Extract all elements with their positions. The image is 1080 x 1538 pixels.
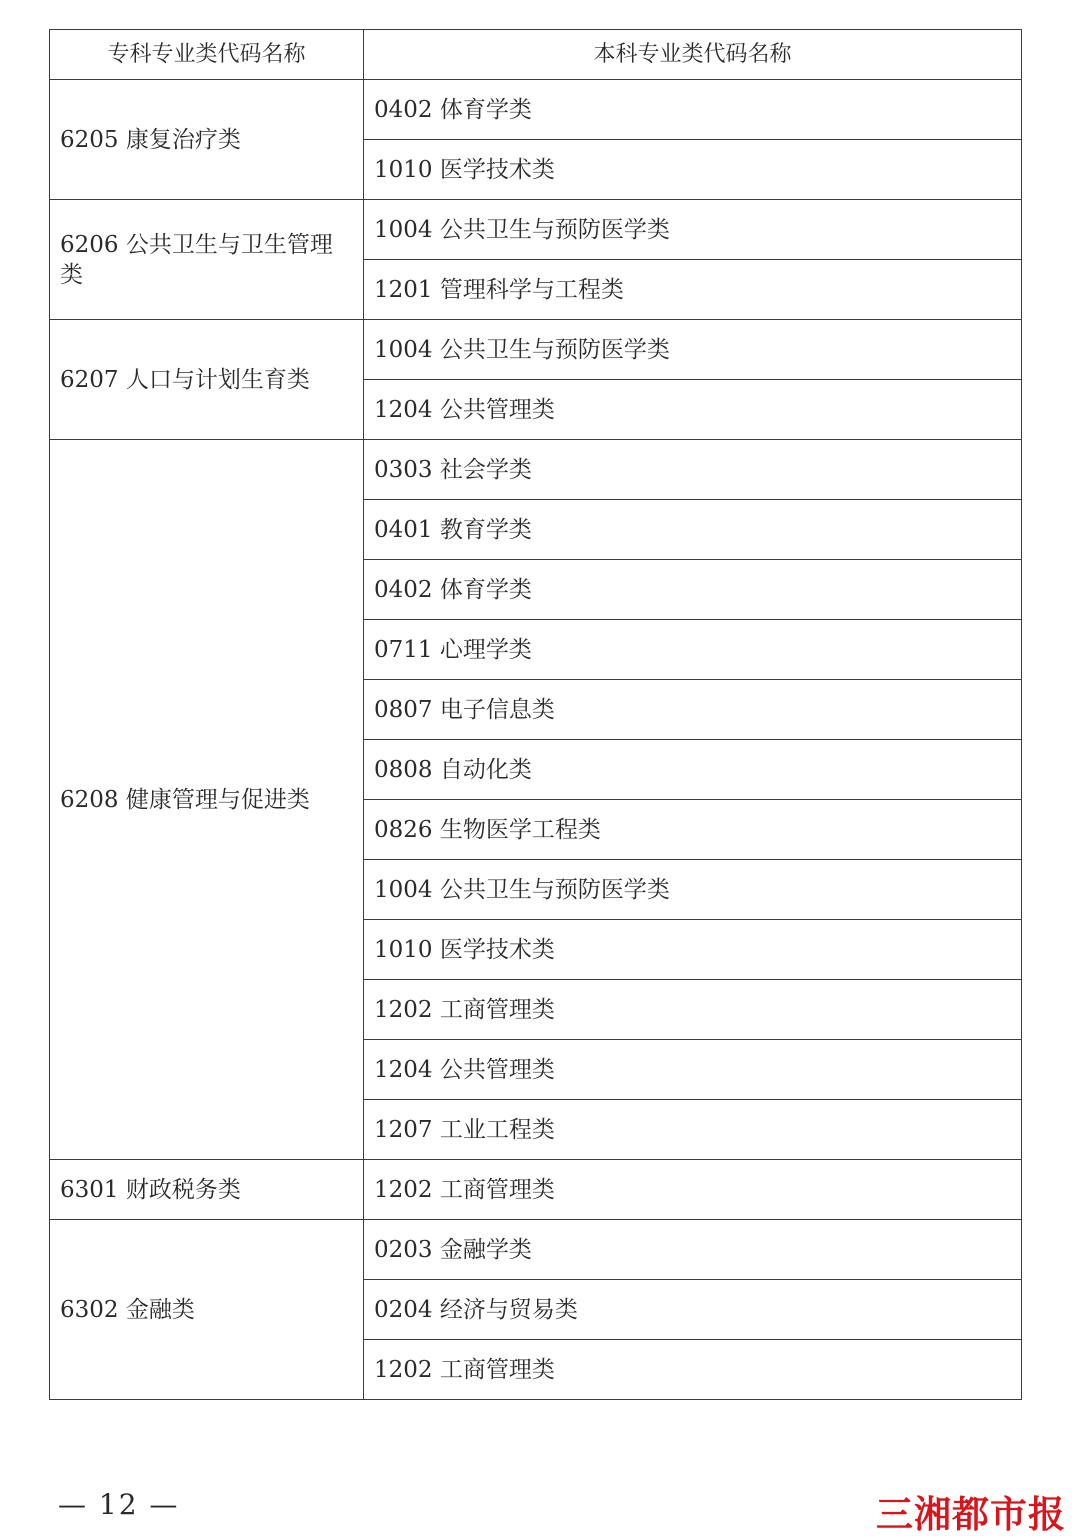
- undergraduate-major-cell: 0808 自动化类: [364, 740, 1022, 800]
- page-number: — 12 —: [58, 1488, 180, 1521]
- table-body: [50, 80, 1022, 1400]
- table-header-row: [50, 30, 1022, 80]
- table-row: [50, 200, 1022, 260]
- undergraduate-major-cell: 0303 社会学类: [364, 440, 1022, 500]
- table-row: [50, 1160, 1022, 1220]
- junior-college-major-cell: 6205 康复治疗类: [50, 80, 364, 200]
- undergraduate-major-cell: 1202 工商管理类: [364, 1160, 1022, 1220]
- undergraduate-major-cell: 1010 医学技术类: [364, 920, 1022, 980]
- undergraduate-major-cell: 1010 医学技术类: [364, 140, 1022, 200]
- newspaper-watermark-logo: 三湘都市报: [876, 1493, 1066, 1536]
- major-mapping-table: [49, 29, 1022, 1400]
- junior-college-major-cell: 6301 财政税务类: [50, 1160, 364, 1220]
- junior-college-major-cell: 6206 公共卫生与卫生管理类: [50, 200, 364, 320]
- undergraduate-major-cell: 1202 工商管理类: [364, 980, 1022, 1040]
- table-row: [50, 1220, 1022, 1280]
- undergraduate-major-cell: 0402 体育学类: [364, 80, 1022, 140]
- undergraduate-major-cell: 1004 公共卫生与预防医学类: [364, 200, 1022, 260]
- undergraduate-major-cell: 0204 经济与贸易类: [364, 1280, 1022, 1340]
- header-undergraduate-major: 本科专业类代码名称: [364, 30, 1022, 80]
- table-row: [50, 320, 1022, 380]
- undergraduate-major-cell: 1201 管理科学与工程类: [364, 260, 1022, 320]
- undergraduate-major-cell: 0203 金融学类: [364, 1220, 1022, 1280]
- undergraduate-major-cell: 1004 公共卫生与预防医学类: [364, 320, 1022, 380]
- table-row: [50, 440, 1022, 500]
- undergraduate-major-cell: 1004 公共卫生与预防医学类: [364, 860, 1022, 920]
- undergraduate-major-cell: 1204 公共管理类: [364, 380, 1022, 440]
- junior-college-major-cell: 6207 人口与计划生育类: [50, 320, 364, 440]
- undergraduate-major-cell: 1207 工业工程类: [364, 1100, 1022, 1160]
- undergraduate-major-cell: 1204 公共管理类: [364, 1040, 1022, 1100]
- table-row: [50, 80, 1022, 140]
- undergraduate-major-cell: 0826 生物医学工程类: [364, 800, 1022, 860]
- undergraduate-major-cell: 1202 工商管理类: [364, 1340, 1022, 1400]
- undergraduate-major-cell: 0711 心理学类: [364, 620, 1022, 680]
- undergraduate-major-cell: 0807 电子信息类: [364, 680, 1022, 740]
- header-junior-college-major: 专科专业类代码名称: [50, 30, 364, 80]
- junior-college-major-cell: 6208 健康管理与促进类: [50, 440, 364, 1160]
- junior-college-major-cell: 6302 金融类: [50, 1220, 364, 1400]
- undergraduate-major-cell: 0402 体育学类: [364, 560, 1022, 620]
- undergraduate-major-cell: 0401 教育学类: [364, 500, 1022, 560]
